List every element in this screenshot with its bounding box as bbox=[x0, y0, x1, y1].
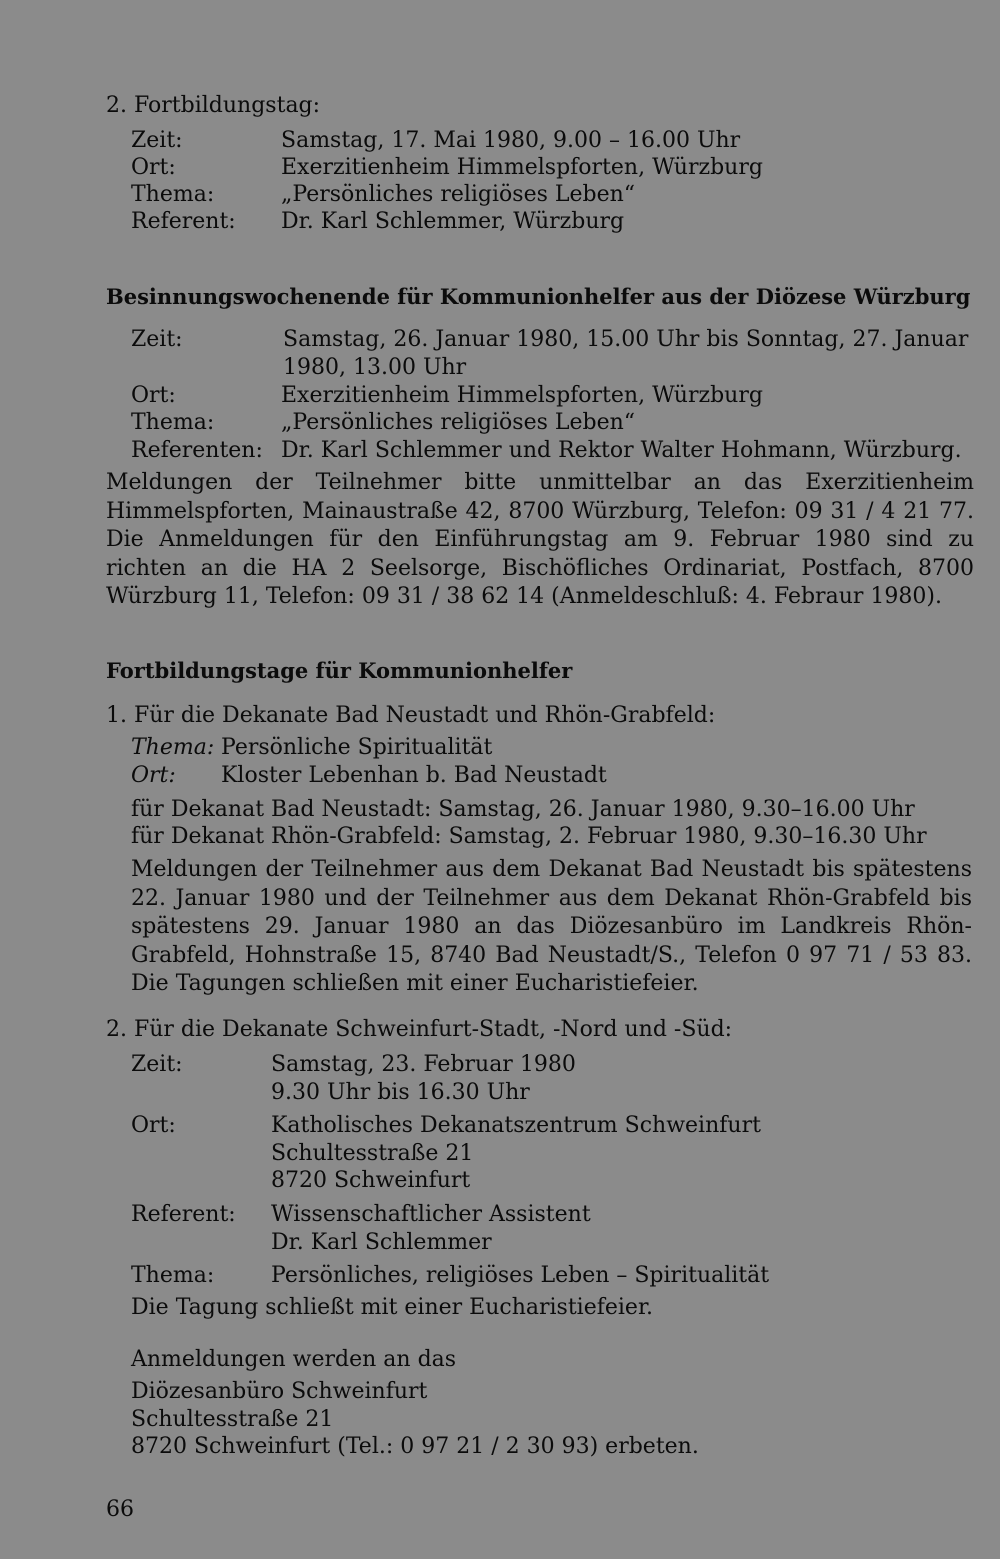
anmeldung-line-3: Schultesstraße 21 bbox=[131, 1407, 334, 1432]
ort-value: Kloster Lebenhan b. Bad Neustadt bbox=[221, 763, 607, 788]
zeit-label: Zeit: bbox=[131, 128, 183, 153]
ort-value-line1: Katholisches Dekanatszentrum Schweinfurt bbox=[271, 1113, 761, 1138]
thema-value: Persönliches, religiöses Leben – Spiritualität bbox=[271, 1263, 770, 1288]
date-line-2: für Dekanat Rhön-Grabfeld: Samstag, 2. Februar 1980, 9.30–16.30 Uhr bbox=[131, 824, 927, 849]
ort-label: Ort: bbox=[131, 155, 176, 180]
referent-label: Referent: bbox=[131, 209, 236, 234]
referent-label: Referent: bbox=[131, 1202, 236, 1227]
zeit-value-line2: 9.30 Uhr bis 16.30 Uhr bbox=[271, 1080, 530, 1105]
ort-label: Ort: bbox=[131, 383, 176, 408]
closing-line: Die Tagung schließt mit einer Eucharistiefeier. bbox=[131, 1295, 654, 1320]
ort-value-line2: Schultesstraße 21 bbox=[271, 1141, 474, 1166]
page-number: 66 bbox=[106, 1497, 134, 1522]
ort-value-line3: 8720 Schweinfurt bbox=[271, 1168, 471, 1193]
ort-value: Exerzitienheim Himmelspforten, Würzburg bbox=[281, 383, 763, 408]
ort-value: Exerzitienheim Himmelspforten, Würzburg bbox=[281, 155, 763, 180]
zeit-label: Zeit: bbox=[131, 327, 183, 352]
ort-label: Ort: bbox=[131, 1113, 176, 1138]
fortbildungstage-heading: Fortbildungstage für Kommunionhelfer bbox=[106, 658, 573, 683]
zeit-label: Zeit: bbox=[131, 1052, 183, 1077]
thema-label: Thema: bbox=[131, 182, 215, 207]
referent-value-line1: Wissenschaftlicher Assistent bbox=[271, 1202, 591, 1227]
referent-value-line2: Dr. Karl Schlemmer bbox=[271, 1230, 492, 1255]
zeit-value-line2: 1980, 13.00 Uhr bbox=[283, 355, 467, 380]
thema-value: „Persönliches religiöses Leben“ bbox=[281, 410, 636, 435]
meldungen-paragraph: Meldungen der Teilnehmer bitte unmittelbar an das Exerzitienheim Himmelspforten, Mainaustraße 42, 8700 Würzburg, Telefon: 09 31 / 4 21 77. Die Anmeldungen für den Einführungstag am 9. Februar 1980 sind zu richten an die HA 2 Seelsorge, Bischöfliches Ordinariat, Postfach, 8700 Würzburg 11, Telefon: 09 31 / 38 62 14 (Anmeldeschluß: 4. Febraur 1980). bbox=[106, 470, 974, 610]
fortbildungstag-title: 2. Fortbildungstag: bbox=[106, 93, 321, 118]
zeit-value: Samstag, 17. Mai 1980, 9.00 – 16.00 Uhr bbox=[281, 128, 741, 153]
besinnungswochenende-heading: Besinnungswochenende für Kommunionhelfer aus der Diözese Würzburg bbox=[106, 284, 971, 309]
thema-value: Persönliche Spiritualität bbox=[221, 735, 493, 760]
thema-label: Thema: bbox=[131, 410, 215, 435]
referent-value: Dr. Karl Schlemmer, Würzburg bbox=[281, 209, 625, 234]
anmeldung-line-2: Diözesanbüro Schweinfurt bbox=[131, 1379, 428, 1404]
zeit-value-line1: Samstag, 23. Februar 1980 bbox=[271, 1052, 576, 1077]
anmeldung-line-1: Anmeldungen werden an das bbox=[131, 1347, 457, 1372]
zeit-value-line1: Samstag, 26. Januar 1980, 15.00 Uhr bis Sonntag, 27. Januar bbox=[283, 327, 969, 352]
date-line-1: für Dekanat Bad Neustadt: Samstag, 26. Januar 1980, 9.30–16.00 Uhr bbox=[131, 797, 915, 822]
ort-label: Ort: bbox=[131, 763, 176, 788]
meldungen-paragraph-2: Meldungen der Teilnehmer aus dem Dekanat Bad Neustadt bis spätestens 22. Januar 1980 und der Teilnehmer aus dem Dekanat Rhön-Grabfeld bis spätestens 29. Januar 1980 an das Diözesanbüro im Landkreis Rhön-Grabfeld, Hohnstraße 15, 8740 Bad Neustadt/S., Telefon 0 97 71 / 53 83. Die Tagungen schließen mit einer Eucharistiefeier. bbox=[131, 857, 972, 997]
thema-label: Thema: bbox=[131, 1263, 215, 1288]
thema-value: „Persönliches religiöses Leben“ bbox=[281, 182, 636, 207]
thema-label: Thema: bbox=[131, 735, 215, 760]
referenten-value: Dr. Karl Schlemmer und Rektor Walter Hohmann, Würzburg. bbox=[281, 438, 962, 463]
referenten-label: Referenten: bbox=[131, 438, 263, 463]
anmeldung-line-4: 8720 Schweinfurt (Tel.: 0 97 21 / 2 30 93) erbeten. bbox=[131, 1434, 699, 1459]
item2-title: 2. Für die Dekanate Schweinfurt-Stadt, -Nord und -Süd: bbox=[106, 1017, 733, 1042]
item1-title: 1. Für die Dekanate Bad Neustadt und Rhön-Grabfeld: bbox=[106, 703, 716, 728]
